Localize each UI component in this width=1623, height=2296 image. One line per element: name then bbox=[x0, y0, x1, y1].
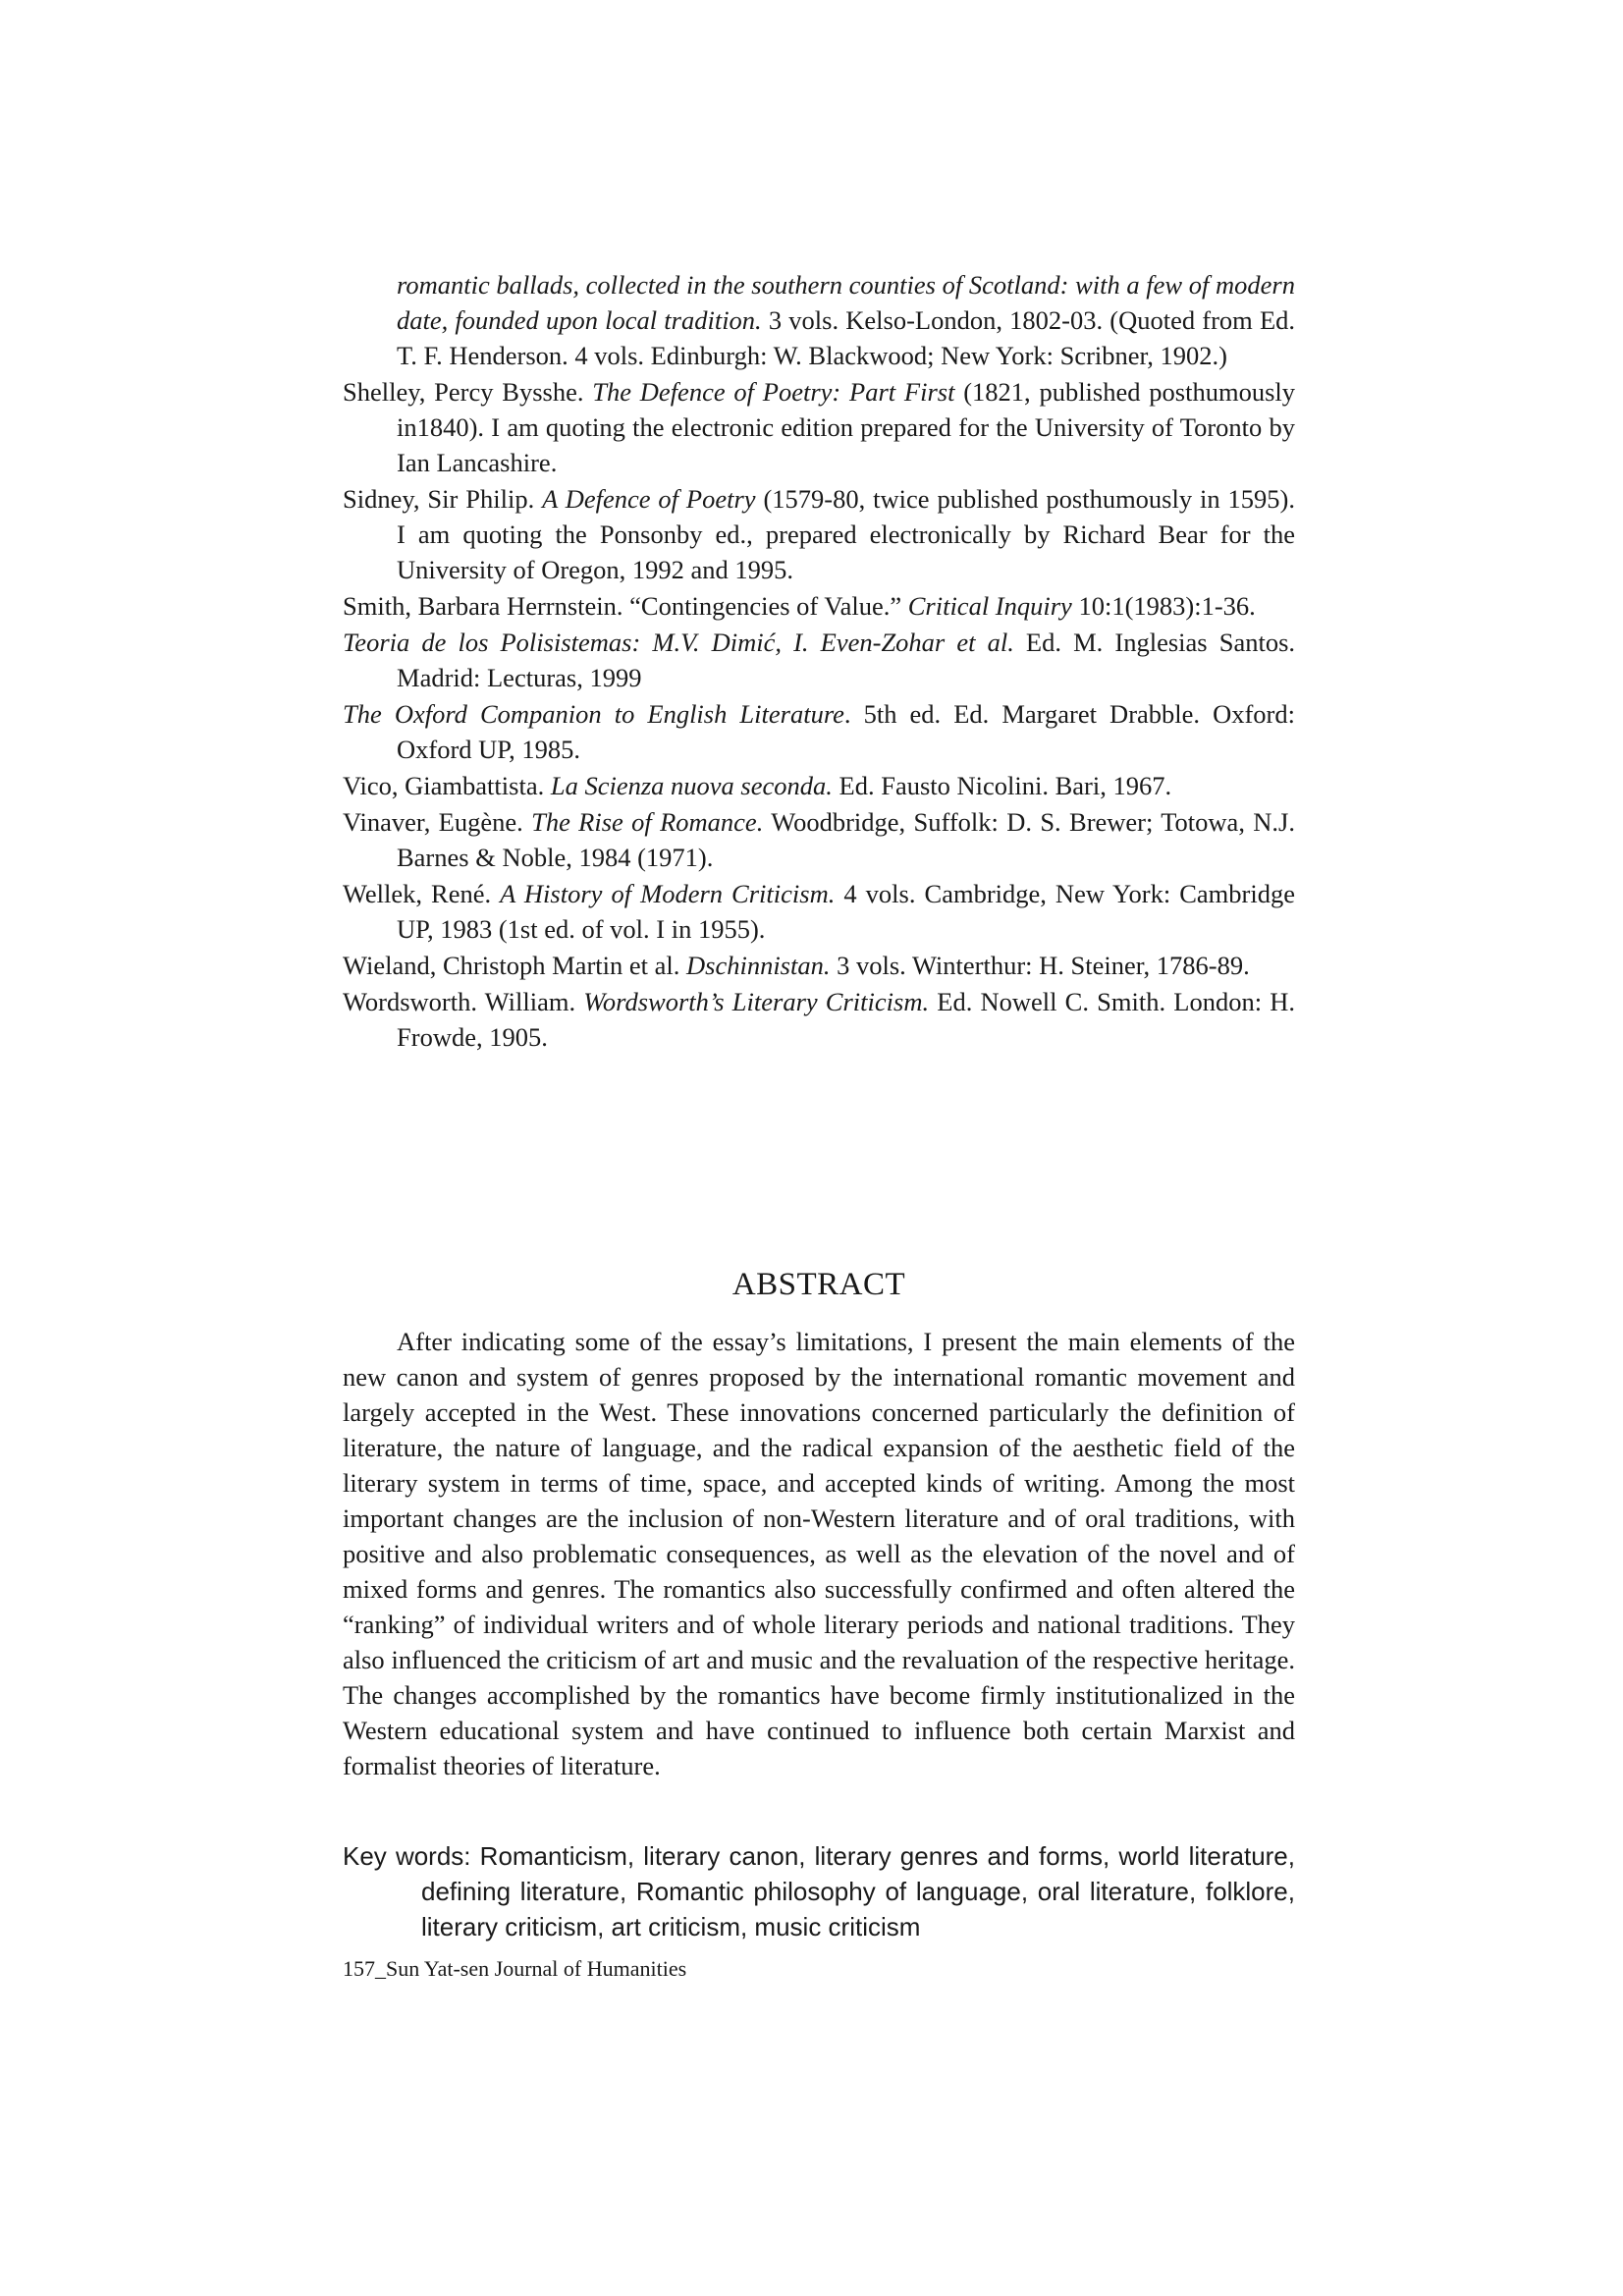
reference-entry bbox=[343, 267, 1295, 373]
reference-text: . 5th ed. Ed. Margaret Drabble. Oxford: Oxford UP, 1985. bbox=[397, 699, 1295, 764]
reference-text: 4 vols. Cambridge, New York: Cambridge UP, 1983 (1st ed. of vol. I in 1955). bbox=[397, 879, 1295, 944]
reference-text: 3 vols. Winterthur: H. Steiner, 1786-89. bbox=[830, 951, 1250, 980]
reference-entry bbox=[343, 625, 1295, 695]
reference-text: Sidney, Sir Philip. bbox=[343, 484, 543, 514]
reference-title: The Oxford Companion to English Literature bbox=[343, 699, 844, 729]
reference-text: Ed. Nowell C. Smith. London: H. Frowde, 1905. bbox=[397, 987, 1296, 1052]
reference-text: (1579-80, twice published posthumously in 1595). I am quoting the Ponsonby ed., prepared electronically by Richard Bear for the University of Oregon, 1992 and 1995. bbox=[397, 484, 1295, 584]
reference-title: A Defence of Poetry bbox=[542, 484, 756, 514]
reference-entry bbox=[343, 696, 1295, 767]
reference-title: Teoria de los Polisistemas: M.V. Dimić, I. Even-Zohar et al. bbox=[343, 628, 1014, 657]
references-list bbox=[343, 267, 1295, 1056]
reference-title: The Rise of Romance. bbox=[531, 807, 764, 837]
reference-title: Dschinnistan. bbox=[686, 951, 831, 980]
reference-entry bbox=[343, 374, 1295, 480]
reference-text: Wordsworth. William. bbox=[343, 987, 584, 1016]
reference-entry bbox=[343, 481, 1295, 587]
reference-text: Vico, Giambattista. bbox=[343, 771, 551, 800]
keywords: Key words: Romanticism, literary canon, literary genres and forms, world literature, defining literature, Romantic philosophy of language, oral literature, folklore, literary criticism, art criticism, music criticism bbox=[343, 1841, 1295, 1941]
reference-title: Critical Inquiry bbox=[907, 591, 1072, 621]
reference-title: romantic ballads, collected in the southern counties of Scotland: with a few of modern date, founded upon local tradition. bbox=[397, 270, 1295, 335]
reference-entry bbox=[343, 588, 1295, 624]
reference-entry bbox=[343, 948, 1295, 983]
reference-text: Wellek, René. bbox=[343, 879, 501, 908]
reference-entry bbox=[343, 804, 1295, 875]
reference-text: 3 vols. Kelso-London, 1802-03. (Quoted from Ed. T. F. Henderson. 4 vols. Edinburgh: W. Blackwood; New York: Scribner, 1902.) bbox=[397, 305, 1296, 370]
reference-entry bbox=[343, 984, 1295, 1055]
reference-entry bbox=[343, 768, 1295, 803]
reference-text: Wieland, Christoph Martin et al. bbox=[343, 951, 686, 980]
abstract-heading: ABSTRACT bbox=[731, 1267, 906, 1302]
reference-title: The Defence of Poetry: Part First bbox=[592, 377, 955, 407]
reference-title: Wordsworth’s Literary Criticism. bbox=[583, 987, 930, 1016]
reference-title: La Scienza nuova seconda. bbox=[550, 771, 833, 800]
page-footer: 157_Sun Yat-sen Journal of Humanities bbox=[343, 1956, 687, 1981]
abstract-body: After indicating some of the essay’s limitations, I present the main elements of the new canon and system of genres proposed by the international romantic movement and largely accepted in the West. These innovations concerned particularly the definition of literature, the nature of language, and the radical expansion of the aesthetic field of the literary system in terms of time, space, and accepted kinds of writing. Among the most important changes are the inclusion of non-Western literature and of oral traditions, with positive and also problematic consequences, as well as the elevation of the novel and of mixed forms and genres. The romantics also successfully confirmed and often altered the “ranking” of individual writers and of whole literary periods and national traditions. They also influenced the criticism of art and music and the revaluation of the respective heritage. The changes accomplished by the romantics have become firmly institutionalized in the Western educational system and have continued to influence both certain Marxist and formalist theories of literature. bbox=[343, 1327, 1295, 1780]
reference-text: (1821, published posthumously in1840). I am quoting the electronic edition prepared for the University of Toronto by Ian Lancashire. bbox=[397, 377, 1295, 477]
reference-text: Ed. Fausto Nicolini. Bari, 1967. bbox=[832, 771, 1172, 800]
reference-text: 10:1(1983):1-36. bbox=[1071, 591, 1256, 621]
reference-text: Ed. M. Inglesias Santos. Madrid: Lecturas, 1999 bbox=[397, 628, 1296, 692]
reference-title: A History of Modern Criticism. bbox=[500, 879, 836, 908]
reference-text: Shelley, Percy Bysshe. bbox=[343, 377, 593, 407]
reference-entry bbox=[343, 876, 1295, 947]
reference-text: Smith, Barbara Herrnstein. “Contingencies of Value.” bbox=[343, 591, 908, 621]
reference-text: Vinaver, Eugène. bbox=[343, 807, 532, 837]
reference-text: Woodbridge, Suffolk: D. S. Brewer; Totowa, N.J. Barnes & Noble, 1984 (1971). bbox=[397, 807, 1295, 872]
